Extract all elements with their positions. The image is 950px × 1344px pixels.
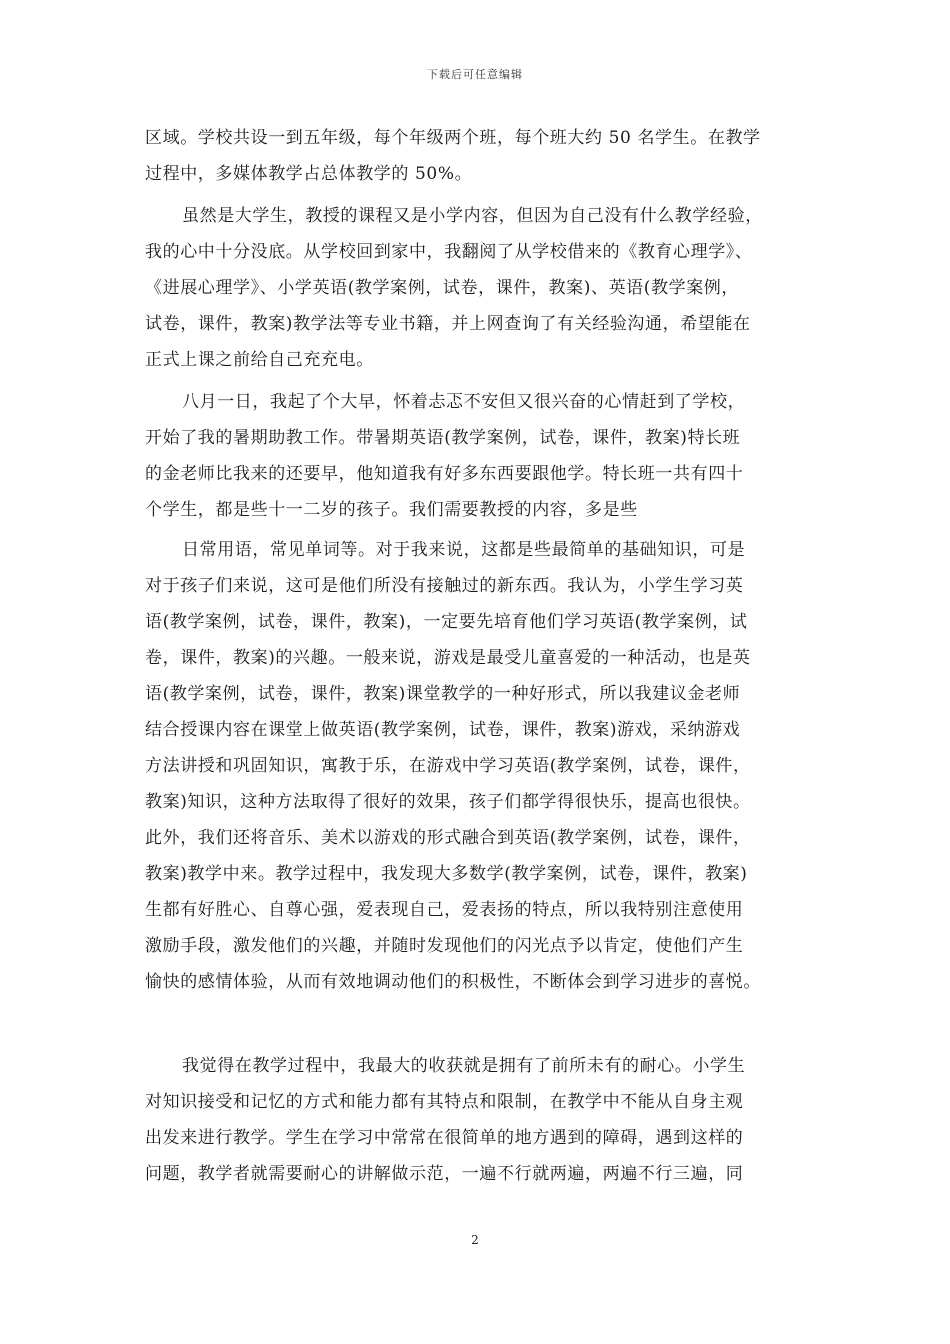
text-line: 问题，教学者就需要耐心的讲解做示范，一遍不行就两遍，两遍不行三遍，同 bbox=[145, 1164, 744, 1184]
text-line: 对知识接受和记忆的方式和能力都有其特点和限制，在教学中不能从自身主观 bbox=[145, 1092, 744, 1112]
page-header: 下载后可任意编辑 bbox=[427, 68, 523, 81]
text-line: 开始了我的暑期助教工作。带暑期英语(教学案例，试卷，课件，教案)特长班 bbox=[145, 428, 741, 448]
text-line: 区域。学校共设一到五年级，每个年级两个班，每个班大约 50 名学生。在教学 bbox=[145, 128, 761, 148]
text-line: 的金老师比我来的还要早，他知道我有好多东西要跟他学。特长班一共有四十 bbox=[145, 464, 744, 484]
page-number: 2 bbox=[471, 1233, 479, 1247]
text-line: 《进展心理学》、小学英语(教学案例，试卷，课件，教案)、英语(教学案例， bbox=[145, 278, 739, 298]
text-line: 语(教学案例，试卷，课件，教案)，一定要先培育他们学习英语(教学案例，试 bbox=[145, 612, 748, 632]
text-line: 八月一日，我起了个大早，怀着忐忑不安但又很兴奋的心情赶到了学校， bbox=[182, 392, 746, 412]
text-line: 教案)教学中来。教学过程中，我发现大多数学(教学案例，试卷，课件，教案) bbox=[145, 864, 748, 884]
text-line: 卷，课件，教案)的兴趣。一般来说，游戏是最受儿童喜爱的一种活动，也是英 bbox=[145, 648, 751, 668]
text-line: 方法讲授和巩固知识，寓教于乐，在游戏中学习英语(教学案例，试卷，课件， bbox=[145, 756, 751, 776]
text-line: 正式上课之前给自己充充电。 bbox=[145, 350, 374, 370]
text-line: 激励手段，激发他们的兴趣，并随时发现他们的闪光点予以肯定，使他们产生 bbox=[145, 936, 744, 956]
text-line: 此外，我们还将音乐、美术以游戏的形式融合到英语(教学案例，试卷，课件， bbox=[145, 828, 751, 848]
text-line: 我的心中十分没底。从学校回到家中，我翻阅了从学校借来的《教育心理学》、 bbox=[145, 242, 753, 262]
text-line: 对于孩子们来说，这可是他们所没有接触过的新东西。我认为，小学生学习英 bbox=[145, 576, 744, 596]
text-line: 过程中，多媒体教学占总体教学的 50%。 bbox=[145, 164, 473, 184]
text-line: 个学生，都是些十一二岁的孩子。我们需要教授的内容，多是些 bbox=[145, 500, 638, 520]
text-line: 生都有好胜心、自尊心强，爱表现自己，爱表扬的特点，所以我特别注意使用 bbox=[145, 900, 744, 920]
text-line: 愉快的感情体验，从而有效地调动他们的积极性，不断体会到学习进步的喜悦。 bbox=[145, 972, 761, 992]
text-line: 出发来进行教学。学生在学习中常常在很简单的地方遇到的障碍，遇到这样的 bbox=[145, 1128, 744, 1148]
text-line: 结合授课内容在课堂上做英语(教学案例，试卷，课件，教案)游戏，采纳游戏 bbox=[145, 720, 741, 740]
text-line: 日常用语，常见单词等。对于我来说，这都是些最简单的基础知识，可是 bbox=[182, 540, 746, 560]
text-line: 试卷，课件，教案)教学法等专业书籍，并上网查询了有关经验沟通，希望能在 bbox=[145, 314, 751, 334]
text-line: 语(教学案例，试卷，课件，教案)课堂教学的一种好形式，所以我建议金老师 bbox=[145, 684, 741, 704]
text-line: 虽然是大学生，教授的课程又是小学内容，但因为自己没有什么教学经验， bbox=[182, 206, 763, 226]
text-line: 教案)知识，这种方法取得了很好的效果，孩子们都学得很快乐，提高也很快。 bbox=[145, 792, 751, 812]
text-line: 我觉得在教学过程中，我最大的收获就是拥有了前所未有的耐心。小学生 bbox=[182, 1056, 746, 1076]
